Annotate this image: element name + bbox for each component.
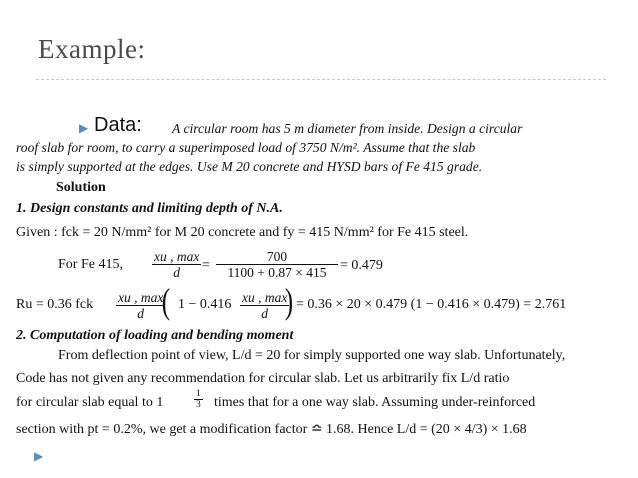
solution-heading: Solution <box>56 180 106 195</box>
empty-bullet-arrow-icon: ▶ <box>34 449 44 463</box>
title-divider <box>36 79 606 80</box>
ru-inner-denominator: d <box>261 306 269 321</box>
ru-prefix: Ru = 0.36 fck <box>16 297 94 312</box>
problem-line-1: A circular room has 5 m diameter from inside. Design a circular <box>172 121 523 136</box>
data-label: Data: <box>94 114 142 136</box>
para-line-3b: times that for a one way slab. Assuming under-reinforced <box>214 395 536 410</box>
given-line: Given : fck = 20 N/mm² for M 20 concrete and fy = 415 N/mm² for Fe 415 steel. <box>16 225 469 240</box>
xu-denominator: d <box>173 265 181 280</box>
para-line-2: Code has not given any recommendation for circular slab. Let us arbitrarily fix L/d ratio <box>16 371 510 386</box>
problem-line-2: roof slab for room, to carry a superimposed load of 3750 N/m². Assume that the slab <box>16 140 476 155</box>
para-line-4: section with pt = 0.2%, we get a modification factor ≏ 1.68. Hence L/d = (20 × 4/3) × 1.68 <box>16 422 527 437</box>
para-line-3a: for circular slab equal to 1 <box>16 395 164 410</box>
ru-xu-fraction <box>116 290 165 321</box>
left-paren: ( <box>161 281 171 321</box>
xu-numerator: xu , max <box>154 249 200 264</box>
ru-result: = 0.36 × 20 × 0.479 (1 − 0.416 × 0.479) = 2.761 <box>296 297 567 312</box>
ratio-numerator: 700 <box>216 249 338 265</box>
ru-inner: 1 − 0.416 <box>178 297 232 312</box>
step2-heading: 2. Computation of loading and bending moment <box>16 328 294 343</box>
ratio-denominator: 1100 + 0.87 × 415 <box>227 265 327 280</box>
slide-title: Example: <box>38 34 146 64</box>
one-third-fraction <box>194 389 203 410</box>
para-line-1: From deflection point of view, L/d = 20 for simply supported one way slab. Unfortunately, <box>58 348 566 363</box>
xu-result: = 0.479 <box>340 258 383 273</box>
ru-inner-fraction <box>240 290 289 321</box>
equals-sign: = <box>202 258 210 273</box>
step1-heading: 1. Design constants and limiting depth of N.A. <box>16 201 283 216</box>
fe-label: For Fe 415, <box>58 257 123 272</box>
ru-xu-denominator: d <box>137 306 145 321</box>
ru-xu-numerator: xu , max <box>118 290 164 305</box>
right-paren: ) <box>284 281 294 321</box>
xu-fraction <box>152 249 201 280</box>
ratio-fraction <box>216 249 338 280</box>
one-third-den: 3 <box>196 400 201 410</box>
bullet-arrow-icon: ▶ <box>79 121 89 135</box>
one-third-num: 1 <box>196 389 201 399</box>
ru-inner-numerator: xu , max <box>242 290 288 305</box>
problem-line-3: is simply supported at the edges. Use M 20 concrete and HYSD bars of Fe 415 grade. <box>16 159 483 174</box>
